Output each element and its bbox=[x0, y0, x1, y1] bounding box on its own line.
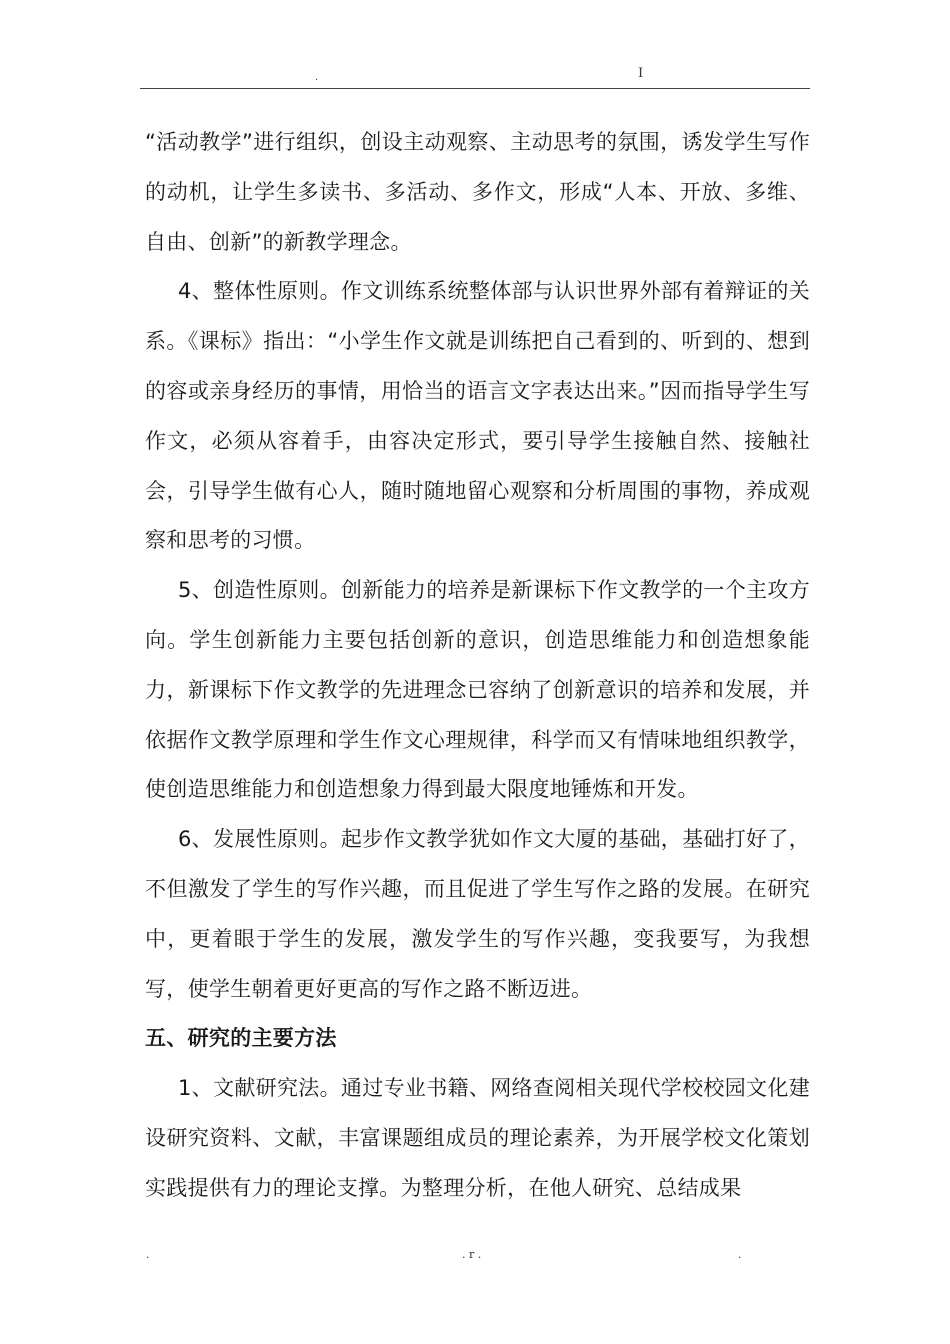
footer-dot-left: . bbox=[146, 1248, 150, 1261]
page-header bbox=[140, 60, 810, 89]
section-heading-methods: 五、研究的主要方法 bbox=[145, 1026, 337, 1051]
paragraph-principle-6: 6、发展性原则。起步作文教学犹如作文大厦的基础，基础打好了，不但激发了学生的写作兴趣，而且促进了学生写作之路的发展。在研究中，更着眼于学生的发展，激发学生的写作兴趣，变我要写，为我想写，使学生朝着更好更高的写作之路不断迈进。 bbox=[145, 827, 810, 1001]
paragraph-principle-4: 4、整体性原则。作文训练系统整体部与认识世界外部有着辩证的关系。《课标》指出：“小学生作文就是训练把自己看到的、听到的、想到的容或亲身经历的事情，用恰当的语言文字表达出来。”因而指导学生写作文，必须从容着手，由容决定形式，要引导学生接触自然、接触社会，引导学生做有心人，随时随地留心观察和分析周围的事物，养成观察和思考的习惯。 bbox=[145, 279, 810, 553]
paragraph-method-1: 1、文献研究法。通过专业书籍、网络查阅相关现代学校校园文化建设研究资料、文献，丰富课题组成员的理论素养，为开展学校文化策划实践提供有力的理论支撑。为整理分析，在他人研究、总结成果 bbox=[145, 1076, 810, 1200]
document-body bbox=[145, 118, 810, 1214]
footer-dot-right: . bbox=[738, 1248, 742, 1261]
paragraph-principle-5: 5、创造性原则。创新能力的培养是新课标下作文教学的一个主攻方向。学生创新能力主要包括创新的意识，创造思维能力和创造想象能力，新课标下作文教学的先进理念已容纳了创新意识的培养和发展，并依据作文教学原理和学生作文心理规律，科学而又有情味地组织教学，使创造思维能力和创造想象力得到最大限度地锤炼和开发。 bbox=[145, 578, 810, 802]
header-dot: . bbox=[315, 72, 319, 83]
page-footer bbox=[140, 1248, 810, 1268]
paragraph-continuation: “活动教学”进行组织，创设主动观察、主动思考的氛围，诱发学生写作的动机，让学生多读书、多活动、多作文，形成“人本、开放、多维、自由、创新”的新教学理念。 bbox=[145, 130, 810, 254]
footer-page-mark: . r . bbox=[462, 1248, 482, 1261]
header-page-mark: I bbox=[638, 66, 644, 81]
